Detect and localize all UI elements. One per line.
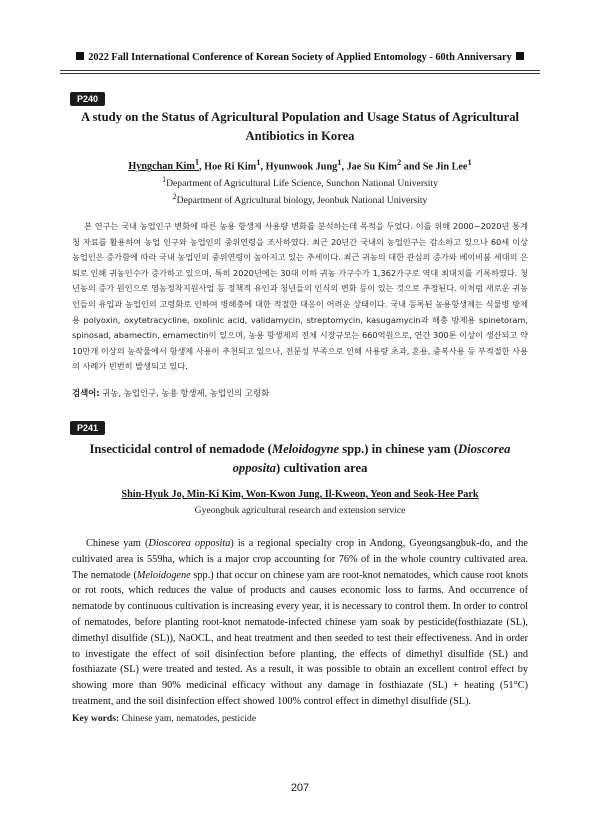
author-list: Hyngchan Kim$^1$, Hoe Ri Kim$^1$, Hyunwook Jung$^1$, Jae Su Kim$^2$ and Se Jin Lee$^1$ xyxy=(128,157,472,173)
keywords xyxy=(72,387,528,399)
author-list xyxy=(72,489,528,500)
title-line: Antibiotics in Korea xyxy=(245,129,355,143)
page-number: 207 xyxy=(290,782,310,794)
abstract-title: Insecticidal control of nemadode (Meloidogyne spp.) in chinese yam (Dioscorea opposita) cultivation area xyxy=(89,442,511,475)
square-bullet-icon xyxy=(516,52,524,60)
affiliation-line: $^2$Department of Agricultural biology, Jeonbuk National University xyxy=(172,192,428,207)
abstract-id-badge: P240 xyxy=(70,92,105,106)
presenting-author: Hyngchan Kim$^1$ xyxy=(128,157,200,173)
affiliation-line: $^1$Department of Agricultural Life Science, Sunchon National University xyxy=(162,175,438,190)
abstract-id-badge: P241 xyxy=(70,421,105,435)
abstract-body: 본 연구는 국내 농업인구 변화에 따른 농용 항생제 사용량 변화를 분석하는데 목적을 두었다. 이를 위해 2000~2020년 통계청 자료를 활용하여 농업 인구와 농업인의 중위연령을 조사하였다. 최근 20년간 국내의 농업인구는 감소하고 있으나 60세 이상 농업인은 증가함에 따라 국내 농업인의 중위연령이 높아지고 있는 추세이다. 최근 귀농의 대한 관심의 증가와 베이비붐 세대의 은퇴로 인해 귀농인수가 증가하고 있으며, 특히 2020년에는 30대 이하 귀농 가구수가 1,362가구로 역대 최대치를 기록하였다. 청년농의 증가 원인으로 영농정착지원사업 등 정책적 유인과 청년들의 인식의 변화 등이 있는 것으로 추정된다. 이처럼 새로운 귀농인들의 유입과 농업인의 고령화로 인하여 병해충에 대한 적절한 대응이 어려운 상태이다. 국내 등록된 농용항생제는 식물병 방제용 polyoxin, oxytetracycline, oxolinic acid, validamycin, streptomycin, kasugamycin과 해충 방제용 spinetoram, spinosad, abamectin, emamectin이 있으며, 농용 항생제의 전체 시장규모는 660억원으로, 연간 300톤 이상이 생산되고 약 10만개 이상의 농작물에서 항생제 사용이 추천되고 있으나, 전문성 부족으로 인해 사용량 초과, 혼용, 중복사용 등 부적절한 사용의 사례가 빈번히 발생되고 있다. xyxy=(72,221,528,372)
keywords-text: Chinese yam, nematodes, pesticide xyxy=(119,713,257,724)
header-rule-top xyxy=(60,70,540,71)
header-rule-bottom xyxy=(60,73,540,74)
keywords xyxy=(72,713,528,724)
conference-header xyxy=(64,52,536,63)
abstract-body: Chinese yam (Dioscorea opposita) is a regional specialty crop in Andong, Gyeongsangbuk-do, and the cultivated area is 559ha, which is a major crop accounting for 76% of in the whole country cultivated area. The nematode (Meloidogene spp.) that occur on chinese yam are root-knot nematodes, which cause root knots or rot roots, which reduces the value of products and causes economic loss to farms. And occurrence of nematode by continuous cultivation is increasing every year, it is necessary to control them. In order to control of nematodes, before planting root-knot nematode-infected chinese yam soak by pesticide(fosthiazate (SL), dimethyl disulfide (SL)), NaOCL, and heat treatment and then seeded to test their effectiveness. And in order to investigate the effect of soil disinfection before planting, the effects of dimethyl disulfide (SL) and fosthiazate (SL) were treated and tested. As a result, it was possible to obtain an excellent control effect by showing more than 90% medicinal efficacy without any damage in fosthiazate (SL) + heating (51°C) treatment, and the soil disinfection effect showed 100% control effect in dimethyl disulfide (SL). xyxy=(72,538,529,707)
keywords-label: 검색어: xyxy=(72,388,100,398)
keywords-text: 귀농, 농업인구, 농용 항생제, 농업인의 고령화 xyxy=(99,388,270,398)
square-bullet-icon xyxy=(76,52,84,60)
affiliation-line: Gyeongbuk agricultural research and extension service xyxy=(194,505,406,516)
conference-title: 2022 Fall International Conference of Korean Society of Applied Entomology - 60th Anniversary xyxy=(88,52,512,63)
abstract-title xyxy=(72,108,528,146)
affiliations xyxy=(72,173,528,207)
title-line: A study on the Status of Agricultural Population and Usage Status of Agricultural xyxy=(80,110,520,124)
author-names: Shin-Hyuk Jo, Min-Ki Kim, Won-Kwon Jung, Il-Kweon, Yeon and Seok-Hee Park xyxy=(121,489,479,500)
keywords-label: Key words: xyxy=(72,713,120,724)
